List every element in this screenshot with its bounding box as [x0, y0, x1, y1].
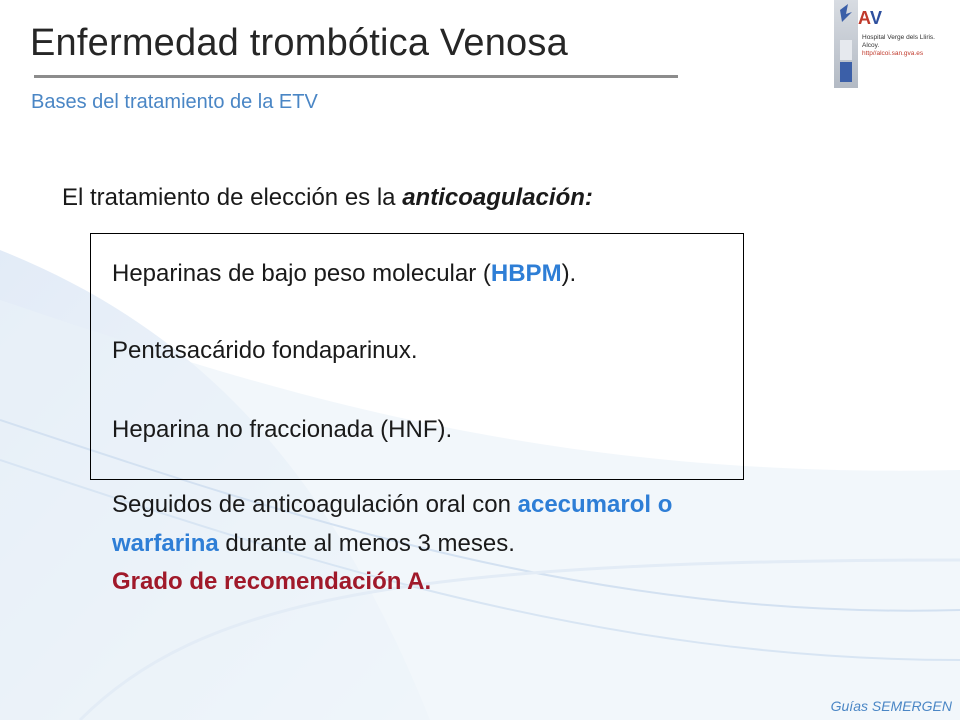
followup-prefix: Seguidos de anticoagulación oral con: [112, 491, 518, 518]
followup-line1: [112, 491, 672, 519]
page-title: Enfermedad trombótica Venosa: [30, 22, 568, 64]
hospital-emblem-icon: [834, 0, 858, 88]
hospital-logo: [858, 2, 888, 35]
followup-highlight2: warfarina: [112, 530, 219, 557]
item1-prefix: Heparinas de bajo peso molecular (: [112, 260, 491, 287]
footer-credit: Guías SEMERGEN: [830, 698, 952, 714]
followup-line2: [112, 530, 515, 558]
svg-text:A: A: [858, 8, 871, 28]
hospital-city: Alcoy.: [862, 42, 880, 49]
hospital-url: http//alcoi.san.gva.es: [862, 50, 924, 57]
followup-highlight1: acecumarol o: [517, 491, 673, 518]
followup-suffix: durante al menos 3 meses.: [218, 530, 515, 557]
hospital-logo-icon: [858, 2, 888, 30]
logo-strip: [834, 0, 858, 88]
hospital-name: Hospital Verge dels Lliris.: [862, 34, 935, 41]
hospital-info: [862, 34, 935, 58]
treatment-item-fondaparinux: Pentasacárido fondaparinux.: [112, 337, 418, 364]
intro-emphasis: anticoagulación:: [402, 184, 593, 211]
treatment-item-hnf: Heparina no fraccionada (HNF).: [112, 416, 453, 443]
svg-text:V: V: [870, 8, 883, 28]
item1-highlight: HBPM: [490, 260, 562, 287]
item1-suffix: ).: [561, 260, 577, 287]
page-subtitle: Bases del tratamiento de la ETV: [31, 91, 318, 113]
title-divider: [34, 75, 678, 78]
recommendation-grade: Grado de recomendación A.: [112, 568, 432, 595]
intro-prefix: El tratamiento de elección es la: [62, 184, 403, 211]
treatment-item-hbpm: [112, 260, 576, 288]
intro-text: [62, 184, 593, 212]
